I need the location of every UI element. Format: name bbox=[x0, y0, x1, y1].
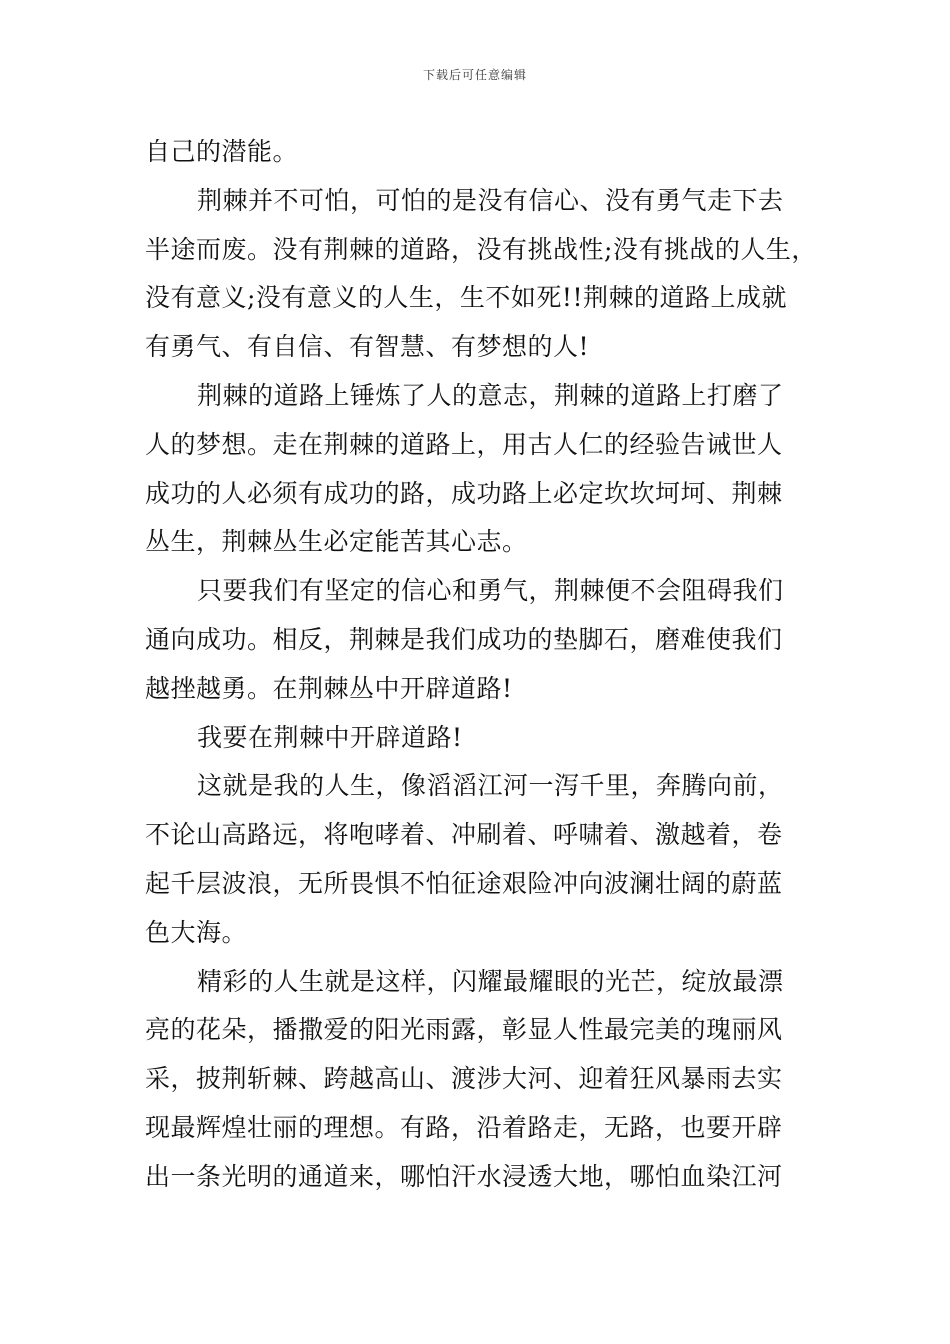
text-line: 出一条光明的通道来，哪怕汗水浸透大地，哪怕血染江河 bbox=[145, 1161, 783, 1191]
text-line: 采，披荆斩棘、跨越高山、渡涉大河、迎着狂风暴雨去实 bbox=[145, 1064, 783, 1094]
text-line: 有勇气、有自信、有智慧、有梦想的人! bbox=[145, 332, 590, 362]
text-line: 色大海。 bbox=[145, 917, 248, 947]
text-line: 这就是我的人生，像滔滔江河一泻千里，奔腾向前， bbox=[197, 771, 784, 801]
text-line: 荆棘并不可怕，可怕的是没有信心、没有勇气走下去 bbox=[197, 185, 784, 215]
text-line: 成功的人必须有成功的路，成功路上必定坎坎坷坷、荆棘 bbox=[145, 478, 783, 508]
text-line: 现最辉煌壮丽的理想。有路，沿着路走，无路，也要开辟 bbox=[145, 1112, 783, 1142]
text-line: 我要在荆棘中开辟道路! bbox=[197, 722, 463, 752]
page-header: 下载后可任意编辑 bbox=[422, 68, 527, 82]
text-line: 自己的潜能。 bbox=[145, 137, 299, 166]
text-line: 起千层波浪，无所畏惧不怕征途艰险冲向波澜壮阔的蔚蓝 bbox=[145, 868, 783, 898]
text-line: 越挫越勇。在荆棘丛中开辟道路! bbox=[145, 673, 513, 703]
text-line: 半途而废。没有荆棘的道路，没有挑战性;没有挑战的人生， bbox=[145, 234, 817, 264]
text-line: 不论山高路远，将咆哮着、冲刷着、呼啸着、激越着，卷 bbox=[145, 820, 783, 850]
text-line: 通向成功。相反，荆棘是我们成功的垫脚石，磨难使我们 bbox=[145, 624, 783, 654]
text-line: 没有意义;没有意义的人生，生不如死!!荆棘的道路上成就 bbox=[145, 283, 788, 313]
text-line: 荆棘的道路上锤炼了人的意志，荆棘的道路上打磨了 bbox=[197, 380, 784, 410]
text-line: 精彩的人生就是这样，闪耀最耀眼的光芒，绽放最漂 bbox=[197, 966, 784, 996]
text-line: 亮的花朵，播撒爱的阳光雨露，彰显人性最完美的瑰丽风 bbox=[145, 1015, 783, 1045]
document-body bbox=[145, 128, 835, 1202]
text-line: 丛生，荆棘丛生必定能苦其心志。 bbox=[145, 527, 528, 557]
text-line: 人的梦想。走在荆棘的道路上，用古人仁的经验告诫世人 bbox=[145, 429, 783, 459]
text-line: 只要我们有坚定的信心和勇气，荆棘便不会阻碍我们 bbox=[197, 576, 784, 606]
